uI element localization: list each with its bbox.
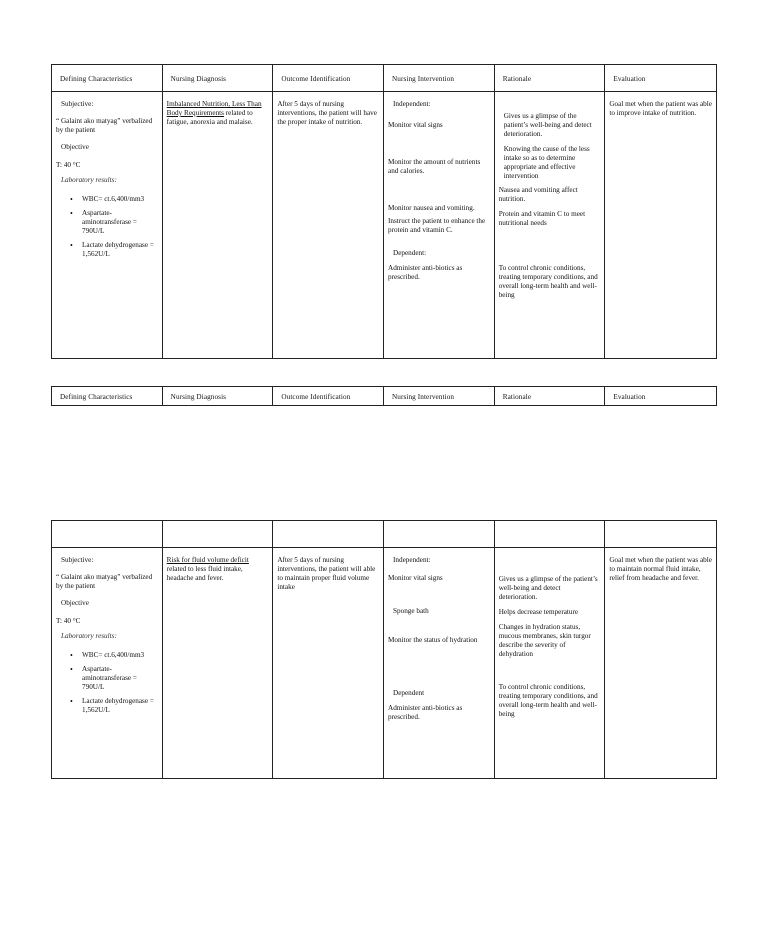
intervention-item: Monitor nausea and vomiting. bbox=[388, 204, 475, 212]
care-plan-table-3 bbox=[51, 520, 717, 779]
list-item: • Aspartate-aminotransferase = 790U/L bbox=[82, 209, 158, 236]
header-defining-characteristics: Defining Characteristics bbox=[52, 387, 163, 405]
rationale-item: Gives us a glimpse of the patient’s well-being and detect deterioration. bbox=[503, 112, 592, 138]
objective-label: Objective bbox=[61, 599, 89, 607]
independent-label: Independent: bbox=[393, 100, 431, 108]
outcome-text: After 5 days of nursing interventions, the patient will able to maintain proper fluid volume intake bbox=[277, 556, 376, 591]
outcome-identification-cell bbox=[273, 548, 384, 778]
empty-header-cell bbox=[273, 521, 384, 547]
rationale-cell bbox=[495, 548, 606, 778]
rationale-item: Helps decrease temperature bbox=[498, 608, 579, 616]
intervention-item: Monitor the status of hydration bbox=[388, 636, 478, 644]
header-rationale: Rationale bbox=[495, 65, 606, 91]
rationale-item: Nausea and vomiting affect nutrition. bbox=[498, 186, 578, 203]
empty-header-cell bbox=[495, 521, 606, 547]
defining-characteristics-cell bbox=[52, 92, 163, 358]
rationale-item: To control chronic conditions, treating temporary conditions, and overall long-term health and well-being bbox=[498, 683, 598, 718]
body-row bbox=[52, 92, 716, 358]
defining-characteristics-cell bbox=[52, 548, 163, 778]
header-outcome-identification: Outcome Identification bbox=[273, 65, 384, 91]
temperature: T: 40 °C bbox=[56, 617, 81, 625]
header-row bbox=[52, 65, 716, 92]
header-nursing-intervention: Nursing Intervention bbox=[384, 387, 495, 405]
header-nursing-diagnosis: Nursing Diagnosis bbox=[163, 387, 274, 405]
header-nursing-diagnosis: Nursing Diagnosis bbox=[163, 65, 274, 91]
rationale-item: Protein and vitamin C to meet nutritional needs bbox=[498, 210, 586, 227]
evaluation-text: Goal met when the patient was able to maintain normal fluid intake, relief from headache and fever. bbox=[609, 556, 712, 582]
dependent-intervention: Administer anti-biotics as prescribed. bbox=[388, 264, 463, 281]
dependent-intervention: Administer anti-biotics as prescribed. bbox=[388, 704, 463, 721]
empty-header-row bbox=[52, 521, 716, 548]
list-item: • WBC= ct.6,400/mm3 bbox=[82, 195, 158, 204]
care-plan-table-2 bbox=[51, 386, 717, 406]
outcome-identification-cell bbox=[273, 92, 384, 358]
rationale-item: To control chronic conditions, treating temporary conditions, and overall long-term health and well-being bbox=[498, 264, 598, 299]
header-defining-characteristics: Defining Characteristics bbox=[52, 65, 163, 91]
empty-header-cell bbox=[163, 521, 274, 547]
diagnosis-detail: related to less fluid intake, headache and fever. bbox=[166, 565, 243, 582]
nursing-intervention-cell bbox=[384, 548, 495, 778]
header-evaluation: Evaluation bbox=[613, 74, 646, 83]
list-item: • Lactate dehydrogenase = 1,562U/L bbox=[82, 241, 158, 259]
header-rationale: Rationale bbox=[495, 387, 606, 405]
rationale-item: Changes in hydration status, mucous membranes, skin turgor describe the severity of dehydration bbox=[498, 623, 591, 658]
diagnosis-title: Imbalanced Nutrition, Less Than Body Requirements bbox=[166, 100, 262, 117]
lab-results-list bbox=[56, 195, 158, 259]
subjective-quote: “ Galaint ako matyag” verbalized by the patient bbox=[56, 117, 153, 134]
temperature: T: 40 °C bbox=[56, 161, 81, 169]
body-row bbox=[52, 548, 716, 778]
outcome-text: After 5 days of nursing interventions, the patient will have the proper intake of nutrition. bbox=[277, 100, 377, 126]
list-item: • Lactate dehydrogenase = 1,562U/L bbox=[82, 697, 158, 715]
lab-results-list bbox=[56, 651, 158, 715]
evaluation-cell bbox=[605, 92, 716, 358]
objective-label: Objective bbox=[61, 143, 89, 151]
header-row bbox=[52, 387, 716, 405]
subjective-label: Subjective: bbox=[61, 100, 94, 108]
lab-results-label: Laboratory results: bbox=[61, 632, 117, 640]
intervention-item: Instruct the patient to enhance the protein and vitamin C. bbox=[388, 217, 486, 234]
intervention-item: Monitor the amount of nutrients and calories. bbox=[388, 158, 481, 175]
empty-header-cell bbox=[384, 521, 495, 547]
empty-header-cell bbox=[605, 521, 716, 547]
subjective-label: Subjective: bbox=[61, 556, 94, 564]
header-nursing-intervention: Nursing Intervention bbox=[384, 65, 495, 91]
independent-label: Independent: bbox=[393, 556, 431, 564]
intervention-item: Monitor vital signs bbox=[388, 574, 443, 582]
dependent-label: Dependent: bbox=[393, 249, 427, 257]
empty-header-cell bbox=[52, 521, 163, 547]
lab-results-label: Laboratory results: bbox=[61, 176, 117, 184]
intervention-item: Monitor vital signs bbox=[388, 121, 443, 129]
care-plan-table-1 bbox=[51, 64, 717, 359]
nursing-diagnosis-cell bbox=[163, 548, 274, 778]
nursing-intervention-cell bbox=[384, 92, 495, 358]
header-outcome-identification: Outcome Identification bbox=[273, 387, 384, 405]
diagnosis-title: Risk for fluid volume deficit bbox=[166, 556, 249, 564]
rationale-item: Gives us a glimpse of the patient’s well-being and detect deterioration. bbox=[498, 575, 598, 601]
dependent-label: Dependent bbox=[393, 689, 425, 697]
intervention-item: Sponge bath bbox=[393, 607, 429, 615]
rationale-cell bbox=[495, 92, 606, 358]
list-item: • WBC= ct.6,400/mm3 bbox=[82, 651, 158, 660]
subjective-quote: “ Galaint ako matyag” verbalized by the patient bbox=[56, 573, 153, 590]
header-evaluation: Evaluation bbox=[613, 392, 646, 401]
evaluation-text: Goal met when the patient was able to improve intake of nutrition. bbox=[609, 100, 712, 117]
evaluation-cell bbox=[605, 548, 716, 778]
rationale-item: Knowing the cause of the less intake so as to determine appropriate and effective intervention bbox=[503, 145, 590, 180]
list-item: • Aspartate-aminotransferase = 790U/L bbox=[82, 665, 158, 692]
diagnosis-detail: related to fatigue, anorexia and malaise. bbox=[166, 109, 253, 126]
nursing-diagnosis-cell bbox=[163, 92, 274, 358]
